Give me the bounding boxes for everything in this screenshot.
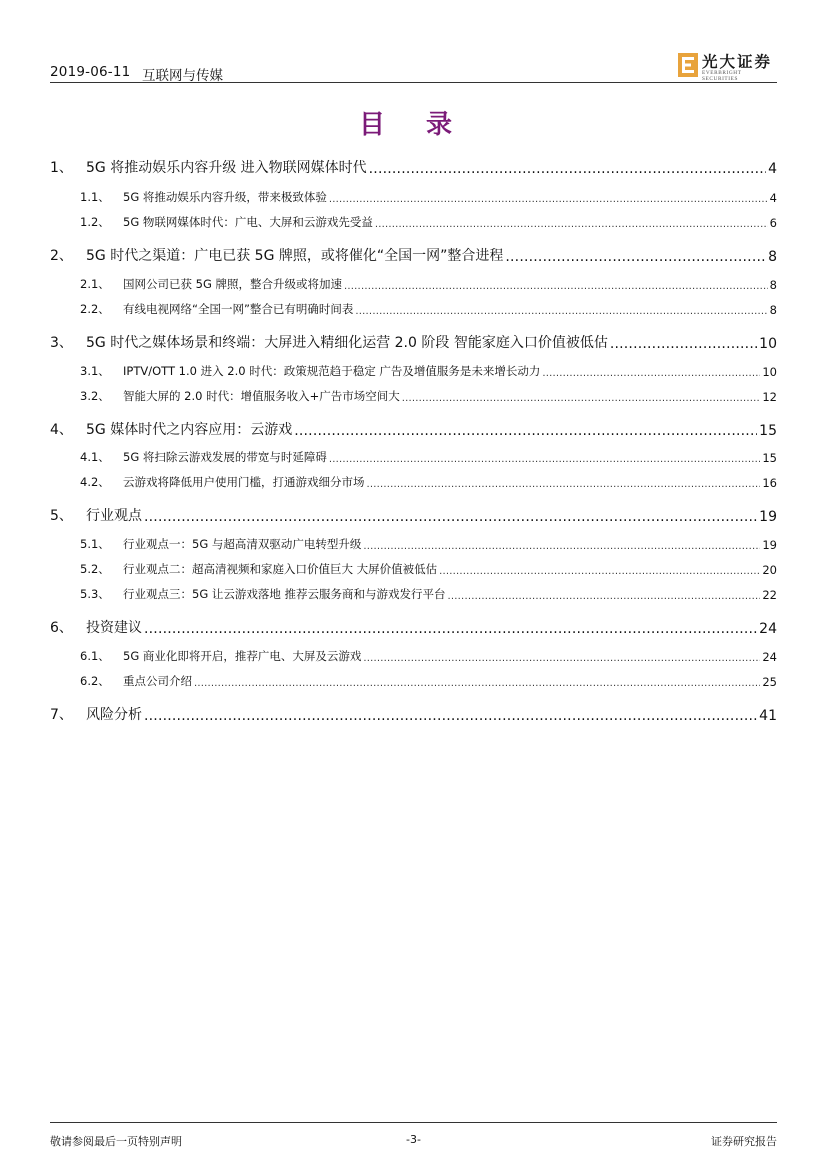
toc-section-entry[interactable] xyxy=(50,580,777,602)
toc-section-entry[interactable] xyxy=(50,468,777,490)
toc-entry-number: 1.1、 xyxy=(80,190,110,204)
logo-name-en: EVERBRIGHT SECURITIES xyxy=(702,70,742,82)
toc-chapter-entry[interactable] xyxy=(50,615,777,637)
toc-entry-page: 41 xyxy=(759,708,777,724)
toc-dot-leader xyxy=(542,368,760,379)
toc-chapter-entry[interactable] xyxy=(50,417,777,439)
toc-dot-leader xyxy=(610,336,757,352)
toc-entry-title: 有线电视网络“全国一网”整合已有明确时间表 xyxy=(123,302,354,316)
toc-entry-number: 5.3、 xyxy=(80,587,110,601)
report-date: 2019-06-11 xyxy=(50,64,131,80)
toc-dot-leader xyxy=(369,161,766,177)
toc-entry-page: 4 xyxy=(769,191,777,205)
toc-dot-leader xyxy=(194,678,760,689)
page-header xyxy=(50,52,777,84)
toc-entry-number: 3.2、 xyxy=(80,389,110,403)
toc-entry-title: 投资建议 xyxy=(86,620,142,636)
toc-entry-page: 8 xyxy=(768,249,777,265)
toc-entry-title: 重点公司介绍 xyxy=(123,674,192,688)
toc-dot-leader xyxy=(355,306,767,317)
toc-dot-leader xyxy=(363,541,760,552)
toc-entry-title: 5G 将推动娱乐内容升级，带来极致体验 xyxy=(123,190,327,204)
toc-entry-number: 4.2、 xyxy=(80,475,110,489)
toc-dot-leader xyxy=(505,249,766,265)
toc-entry-title: 国网公司已获 5G 牌照，整合升级或将加速 xyxy=(123,277,343,291)
toc-entry-page: 8 xyxy=(769,303,777,317)
footer-report-type: 证券研究报告 xyxy=(711,1135,777,1148)
toc-entry-page: 15 xyxy=(762,451,777,465)
toc-entry-page: 24 xyxy=(762,650,777,664)
toc-entry-number: 1、 xyxy=(50,160,73,176)
toc-chapter-entry[interactable] xyxy=(50,503,777,525)
toc-entry-page: 25 xyxy=(762,675,777,689)
toc-entry-page: 16 xyxy=(762,476,777,490)
toc-entry-page: 19 xyxy=(762,538,777,552)
toc-entry-title: 5G 商业化即将开启，推荐广电、大屏及云游戏 xyxy=(123,649,362,663)
footer-disclaimer: 敬请参阅最后一页特别声明 xyxy=(50,1135,182,1148)
toc-entry-number: 4、 xyxy=(50,422,73,438)
toc-dot-leader xyxy=(294,423,757,439)
toc-entry-number: 4.1、 xyxy=(80,450,110,464)
toc-entry-title: 行业观点三：5G 让云游戏落地 推荐云服务商和与游戏发行平台 xyxy=(123,587,446,601)
toc-section-entry[interactable] xyxy=(50,555,777,577)
toc-section-entry[interactable] xyxy=(50,667,777,689)
report-sector: 互联网与传媒 xyxy=(142,68,223,84)
toc-section-entry[interactable] xyxy=(50,183,777,205)
toc-entry-title: 行业观点一：5G 与超高清双驱动广电转型升级 xyxy=(123,537,362,551)
toc-chapter-entry[interactable] xyxy=(50,243,777,265)
toc-entry-number: 5、 xyxy=(50,508,73,524)
toc-entry-number: 3、 xyxy=(50,335,73,351)
toc-entry-page: 6 xyxy=(769,216,777,230)
toc-dot-leader xyxy=(329,454,760,465)
toc-dot-leader xyxy=(344,281,768,292)
toc-dot-leader xyxy=(367,479,761,490)
toc-dot-leader xyxy=(144,509,757,525)
toc-entry-title: 行业观点二：超高清视频和家庭入口价值巨大 大屏价值被低估 xyxy=(123,562,438,576)
everbright-logo-icon xyxy=(677,52,699,78)
toc-entry-title: 行业观点 xyxy=(86,508,142,524)
toc-entry-number: 5.1、 xyxy=(80,537,110,551)
toc-entry-number: 5.2、 xyxy=(80,562,110,576)
toc-entry-page: 20 xyxy=(762,563,777,577)
toc-section-entry[interactable] xyxy=(50,357,777,379)
footer-page-number: -3- xyxy=(406,1133,421,1146)
toc-section-entry[interactable] xyxy=(50,530,777,552)
toc-entry-page: 12 xyxy=(762,390,777,404)
toc-entry-title: 云游戏将降低用户使用门槛，打通游戏细分市场 xyxy=(123,475,365,489)
toc-entry-page: 8 xyxy=(769,278,777,292)
toc-entry-title: 5G 时代之媒体场景和终端：大屏进入精细化运营 2.0 阶段 智能家庭入口价值被低估 xyxy=(86,335,608,351)
toc-entry-page: 10 xyxy=(759,336,777,352)
toc-entry-title: 智能大屏的 2.0 时代：增值服务收入+广告市场空间大 xyxy=(123,389,400,403)
toc-entry-page: 22 xyxy=(762,588,777,602)
toc-entry-title: 5G 将扫除云游戏发展的带宽与时延障碍 xyxy=(123,450,327,464)
toc-entry-number: 6.2、 xyxy=(80,674,110,688)
everbright-logo xyxy=(677,50,777,80)
toc-section-entry[interactable] xyxy=(50,443,777,465)
toc-chapter-entry[interactable] xyxy=(50,702,777,724)
toc-entry-number: 6、 xyxy=(50,620,73,636)
toc-entry-page: 24 xyxy=(759,621,777,637)
toc-dot-leader xyxy=(375,219,768,230)
toc-entry-number: 3.1、 xyxy=(80,364,110,378)
toc-dot-leader xyxy=(448,591,761,602)
toc-section-entry[interactable] xyxy=(50,295,777,317)
footer-divider xyxy=(50,1122,777,1123)
toc-section-entry[interactable] xyxy=(50,270,777,292)
toc-entry-title: IPTV/OTT 1.0 进入 2.0 时代：政策规范趋于稳定 广告及增值服务是未来增长动力 xyxy=(123,364,541,378)
toc-section-entry[interactable] xyxy=(50,382,777,404)
logo-name-cn: 光大证券 xyxy=(702,52,773,71)
toc-chapter-entry[interactable] xyxy=(50,155,777,177)
toc-section-entry[interactable] xyxy=(50,208,777,230)
toc-entry-number: 2.1、 xyxy=(80,277,110,291)
toc-dot-leader xyxy=(439,566,760,577)
toc-entry-number: 2、 xyxy=(50,248,73,264)
toc-entry-page: 19 xyxy=(759,509,777,525)
toc-entry-page: 15 xyxy=(759,423,777,439)
toc-entry-number: 1.2、 xyxy=(80,215,110,229)
toc-entry-title: 5G 媒体时代之内容应用：云游戏 xyxy=(86,422,293,438)
toc-chapter-entry[interactable] xyxy=(50,330,777,352)
toc-entry-number: 6.1、 xyxy=(80,649,110,663)
toc-dot-leader xyxy=(363,653,760,664)
toc-entry-title: 5G 时代之渠道：广电已获 5G 牌照，或将催化“全国一网”整合进程 xyxy=(86,248,504,264)
toc-entry-page: 4 xyxy=(768,161,777,177)
toc-entry-title: 5G 将推动娱乐内容升级 进入物联网媒体时代 xyxy=(86,160,367,176)
toc-entry-title: 5G 物联网媒体时代：广电、大屏和云游戏先受益 xyxy=(123,215,373,229)
toc-entry-number: 7、 xyxy=(50,707,73,723)
toc-section-entry[interactable] xyxy=(50,642,777,664)
toc-title: 目 录 xyxy=(358,110,469,140)
toc-entry-page: 10 xyxy=(762,365,777,379)
toc-dot-leader xyxy=(402,393,761,404)
header-divider xyxy=(50,82,777,83)
toc-dot-leader xyxy=(144,621,757,637)
toc-entry-number: 2.2、 xyxy=(80,302,110,316)
toc-dot-leader xyxy=(144,708,757,724)
toc-dot-leader xyxy=(329,194,768,205)
toc-entry-title: 风险分析 xyxy=(86,707,142,723)
